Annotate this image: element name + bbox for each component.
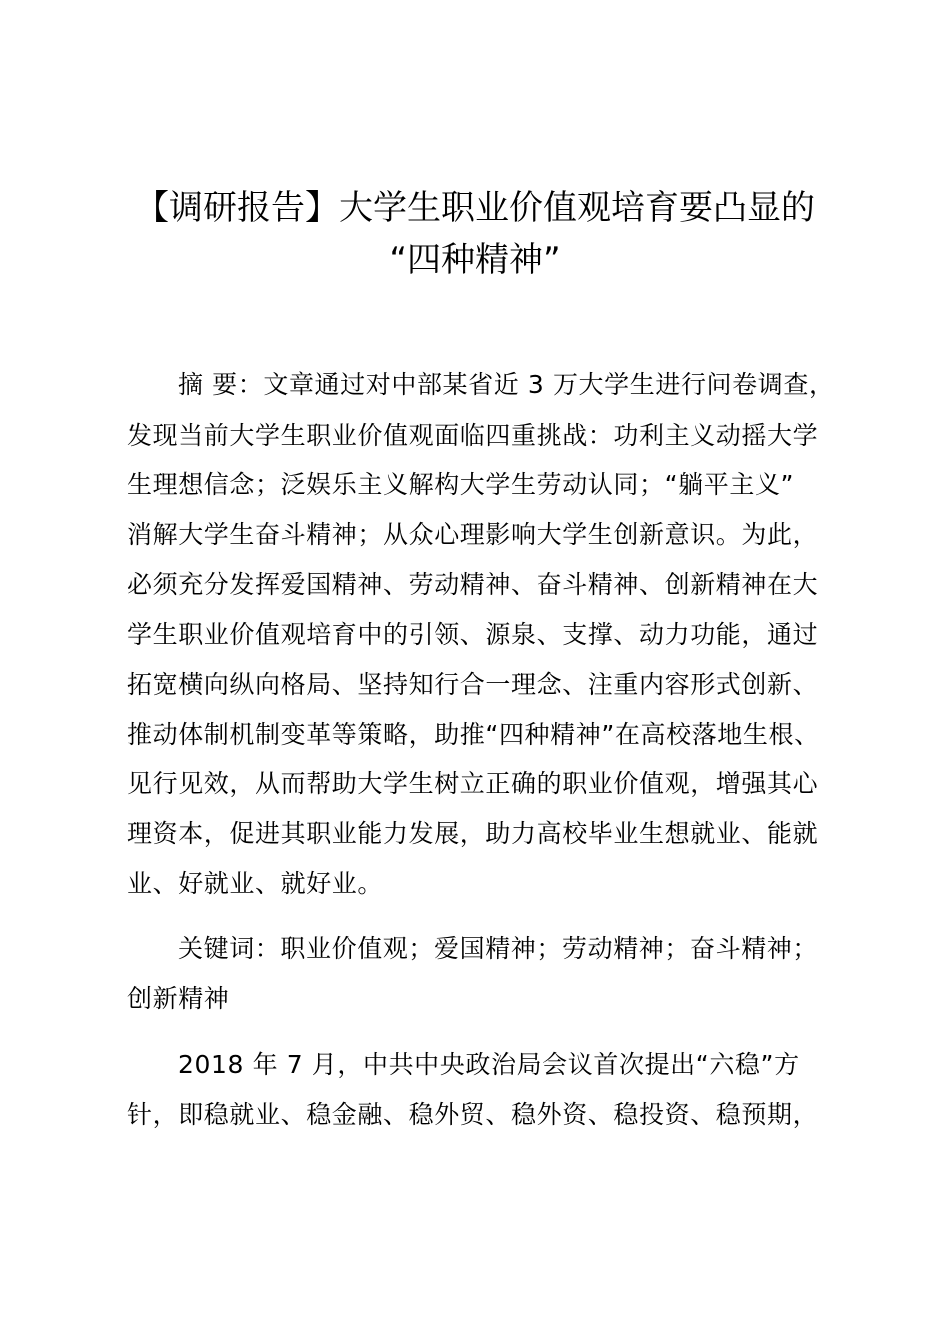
abstract-line: 学生职业价值观培育中的引领、源泉、支撑、动力功能，通过 — [127, 620, 819, 649]
title-line: “四种精神” — [389, 240, 561, 280]
abstract-line: 推动体制机制变革等策略，助推“四种精神”在高校落地生根、 — [127, 720, 820, 749]
document-title — [0, 182, 950, 286]
abstract-line: 消解大学生奋斗精神；从众心理影响大学生创新意识。为此， — [127, 520, 819, 549]
body-line: 针，即稳就业、稳金融、稳外贸、稳外资、稳投资、稳预期， — [127, 1100, 819, 1129]
abstract-line: 理资本，促进其职业能力发展，助力高校毕业生想就业、能就 — [127, 819, 819, 848]
abstract-line: 业、好就业、就好业。 — [127, 869, 384, 898]
body-line: 2018 年 7 月，中共中央政治局会议首次提出“六稳”方 — [178, 1050, 800, 1079]
abstract-line: 生理想信念；泛娱乐主义解构大学生劳动认同；“躺平主义” — [127, 470, 795, 499]
keywords-line: 创新精神 — [127, 984, 230, 1013]
abstract-line: 见行见效，从而帮助大学生树立正确的职业价值观，增强其心 — [127, 769, 819, 798]
abstract-line: 摘 要：文章通过对中部某省近 3 万大学生进行问卷调查， — [178, 370, 835, 399]
abstract-line: 发现当前大学生职业价值观面临四重挑战：功利主义动摇大学 — [127, 421, 819, 450]
abstract-line: 必须充分发挥爱国精神、劳动精神、奋斗精神、创新精神在大 — [127, 570, 819, 599]
keywords-line: 关键词：职业价值观；爱国精神；劳动精神；奋斗精神； — [178, 934, 819, 963]
title-line: 【调研报告】大学生职业价值观培育要凸显的 — [135, 188, 815, 228]
abstract-line: 拓宽横向纵向格局、坚持知行合一理念、注重内容形式创新、 — [127, 670, 819, 699]
